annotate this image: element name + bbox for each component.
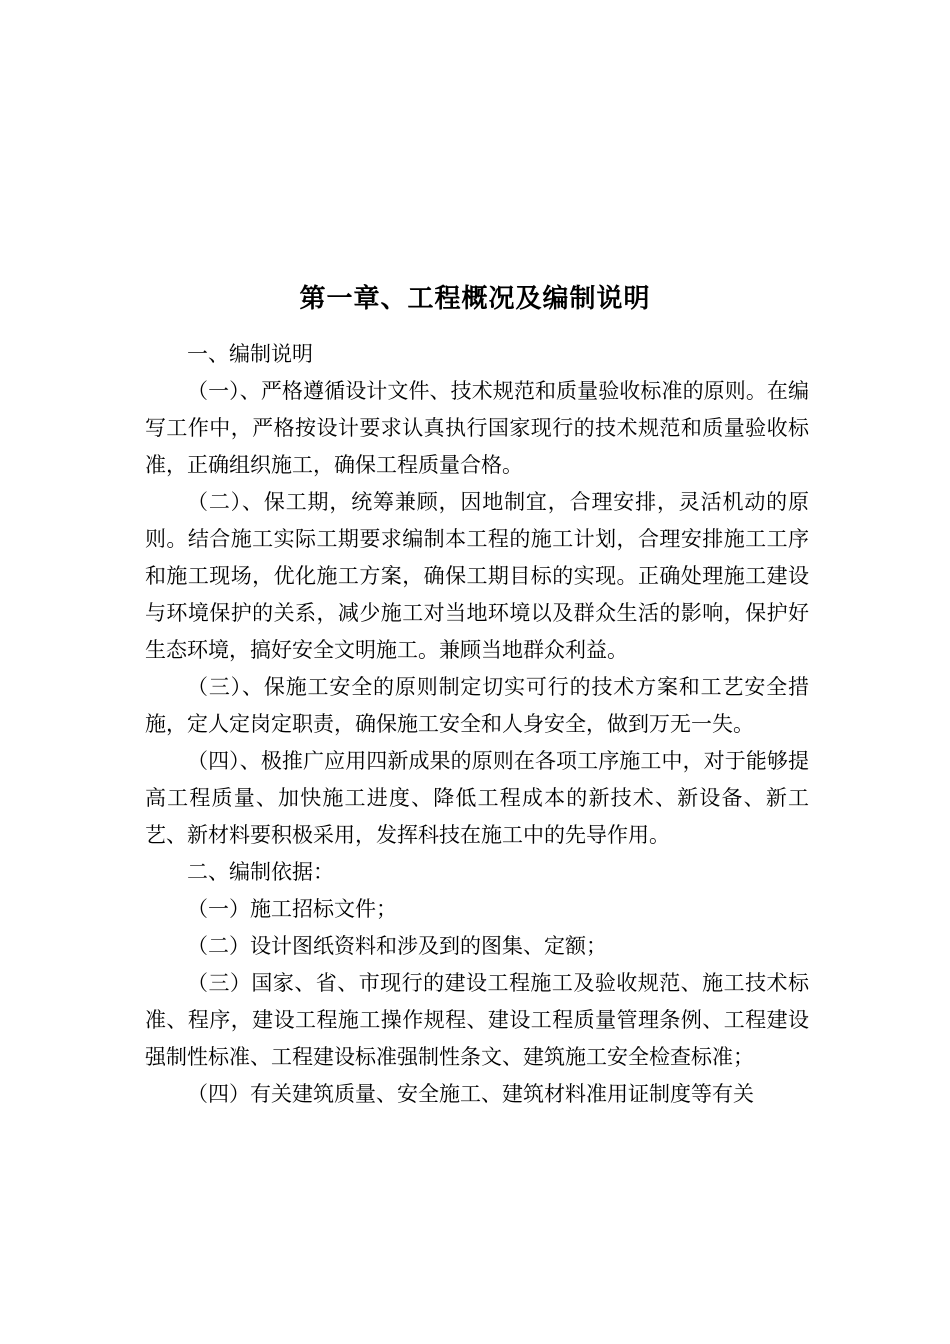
chapter-title: 第一章、工程概况及编制说明 [299,284,651,314]
paragraph: （三）、保施工安全的原则制定切实可行的技术方案和工艺安全措施，定人定岗定职责，确保施工安全和人身安全，做到万无一失。 [145,675,809,736]
section-heading: 二、编制依据： [187,860,334,884]
paragraph: （一）、严格遵循设计文件、技术规范和质量验收标准的原则。在编写工作中，严格按设计要求认真执行国家现行的技术规范和质量验收标准，正确组织施工，确保工程质量合格。 [145,379,809,477]
paragraph: （四）、极推广应用四新成果的原则在各项工序施工中，对于能够提高工程质量、加快施工进度、降低工程成本的新技术、新设备、新工艺、新材料要积极采用，发挥科技在施工中的先导作用。 [145,749,809,847]
list-item: （三）国家、省、市现行的建设工程施工及验收规范、施工技术标准、程序，建设工程施工操作规程、建设工程质量管理条例、工程建设强制性标准、工程建设标准强制性条文、建筑施工安全检查标准； [145,971,809,1069]
list-item: （一）施工招标文件； [187,897,397,921]
document-body [145,336,809,1113]
section-heading: 一、编制说明 [187,342,313,366]
list-item: （四）有关建筑质量、安全施工、建筑材料准用证制度等有关 [187,1082,754,1106]
paragraph: （二）、保工期，统筹兼顾，因地制宜，合理安排，灵活机动的原则。结合施工实际工期要求编制本工程的施工计划，合理安排施工工序和施工现场，优化施工方案，确保工期目标的实现。正确处理施工建设与环境保护的关系，减少施工对当地环境以及群众生活的影响，保护好生态环境，搞好安全文明施工。兼顾当地群众利益。 [145,490,809,662]
list-item: （二）设计图纸资料和涉及到的图集、定额； [187,934,607,958]
